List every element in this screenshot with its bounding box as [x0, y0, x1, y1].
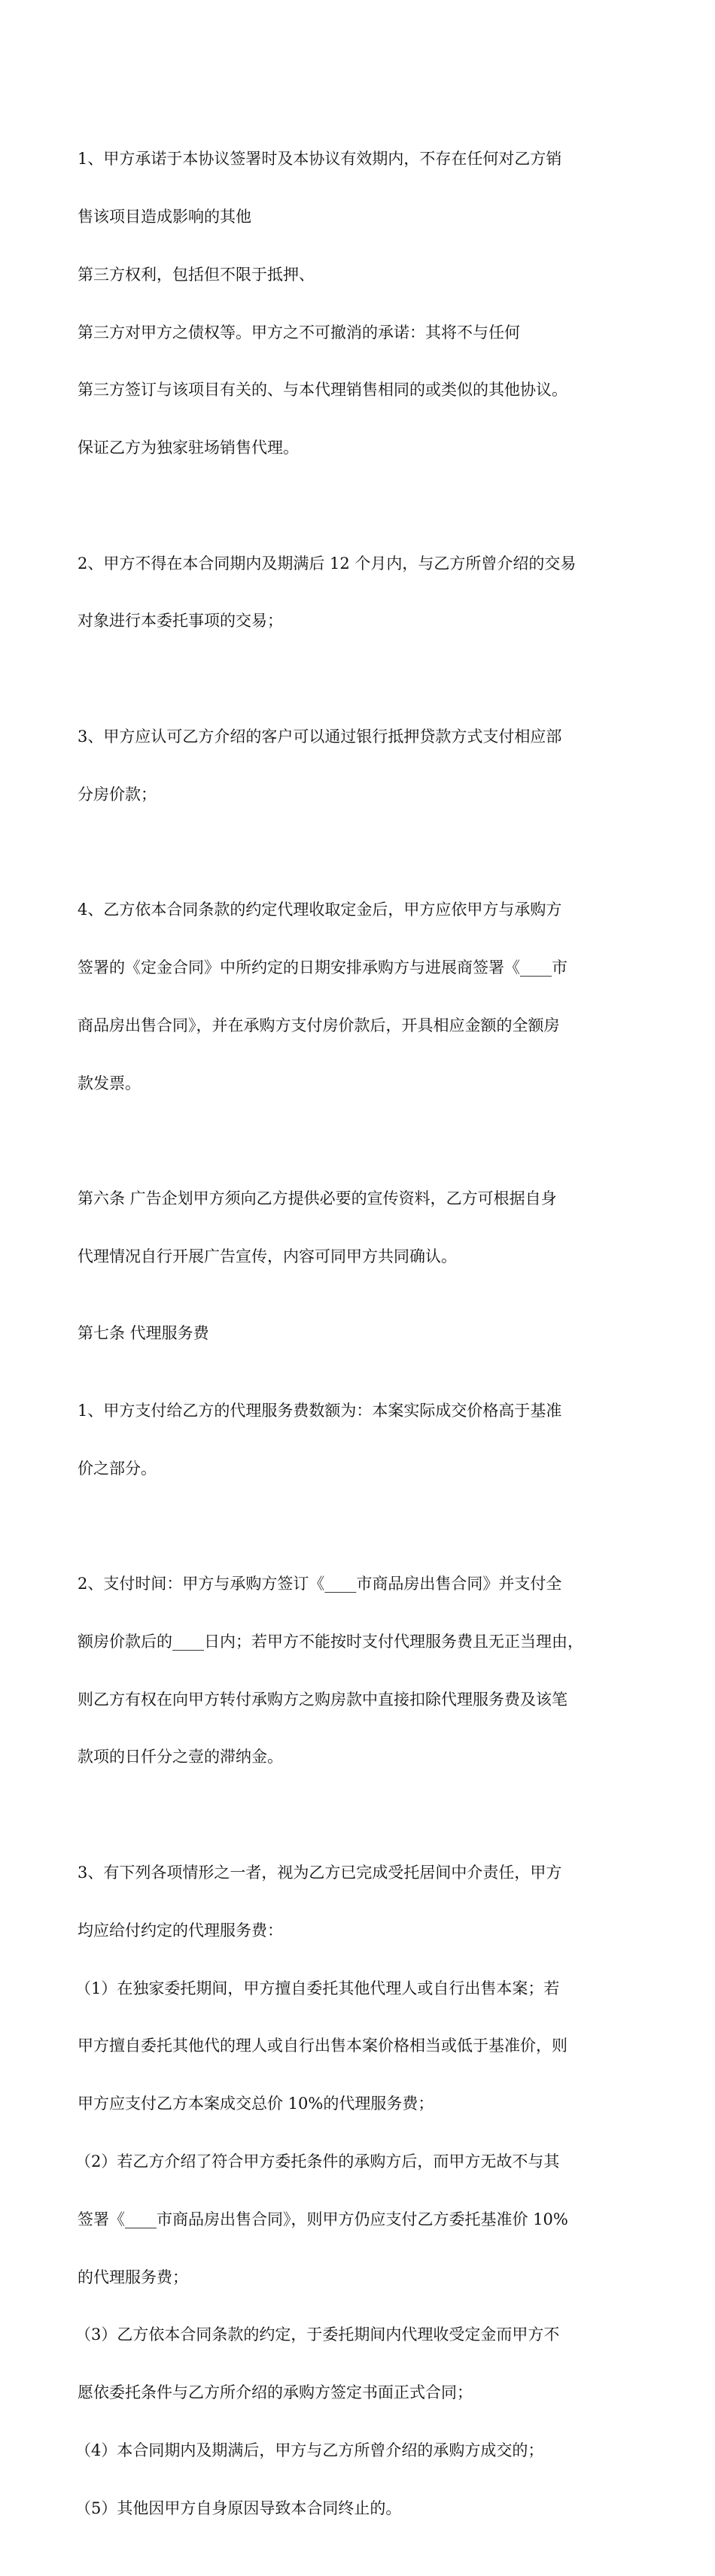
- text-line: 第三方对甲方之债权等。甲方之不可撤消的承诺：其将不与任何: [78, 323, 520, 342]
- text-line: 签署《____市商品房出售合同》，则甲方仍应支付乙方委托基准价 10%: [78, 2210, 568, 2228]
- text-line: 保证乙方为独家驻场销售代理。: [78, 439, 299, 457]
- clause-paragraph-1: [78, 111, 644, 497]
- text-line: 1、甲方承诺于本协议签署时及本协议有效期内，不存在任何对乙方销: [78, 150, 562, 169]
- text-line: 的代理服务费；: [78, 2268, 188, 2286]
- text-line: 愿依委托条件与乙方所介绍的承购方签定书面正式合同；: [78, 2383, 473, 2402]
- list-item: （3）乙方依本合同条款的约定，于委托期间内代理收受定金而甲方不: [75, 2325, 560, 2344]
- text-line: 商品房出售合同》，并在承购方支付房价款后，开具相应金额的全额房: [78, 1016, 560, 1034]
- text-line: 则乙方有权在向甲方转付承购方之购房款中直接扣除代理服务费及该笔: [78, 1690, 567, 1709]
- text-line: 第六条 广告企划甲方须向乙方提供必要的宣传资料，乙方可根据自身: [78, 1189, 557, 1208]
- article-7-clause-1: [78, 1363, 644, 1517]
- text-line: 3、有下列各项情形之一者，视为乙方已完成受托居间中介责任，甲方: [78, 1864, 562, 1882]
- clause-paragraph-3: [78, 689, 644, 843]
- text-line: 甲方应支付乙方本案成交总价 10%的代理服务费；: [78, 2095, 434, 2113]
- list-item: （2）若乙方介绍了符合甲方委托条件的承购方后，而甲方无故不与其: [75, 2152, 560, 2170]
- clause-paragraph-2: [78, 515, 644, 670]
- article-7-clause-3: [75, 1825, 644, 2557]
- text-line: 款项的日仟分之壹的滞纳金。: [78, 1748, 283, 1766]
- text-line: 均应给付约定的代理服务费：: [78, 1921, 283, 1940]
- text-line: 分房价款；: [78, 785, 157, 803]
- document-body: [75, 111, 644, 2576]
- text-line: 签署的《定金合同》中所约定的日期安排承购方与进展商签署《____市: [78, 958, 567, 977]
- text-line: 4、乙方依本合同条款的约定代理收取定金后，甲方应依甲方与承购方: [78, 901, 562, 919]
- list-item: （1）在独家委托期间，甲方擅自委托其他代理人或自行出售本案；若: [75, 1979, 560, 1997]
- list-item: （4）本合同期内及期满后，甲方与乙方所曾介绍的承购方成交的；: [75, 2441, 544, 2459]
- text-line: 第三方签订与该项目有关的、与本代理销售相同的或类似的其他协议。: [78, 381, 567, 399]
- text-line: 3、甲方应认可乙方介绍的客户可以通过银行抵押贷款方式支付相应部: [78, 728, 562, 746]
- list-item: （5）其他因甲方自身原因导致本合同终止的。: [75, 2499, 402, 2517]
- text-line: 款发票。: [78, 1074, 141, 1092]
- text-line: 2、支付时间：甲方与承购方签订《____市商品房出售合同》并支付全: [78, 1575, 562, 1593]
- text-line: 1、甲方支付给乙方的代理服务费数额为：本案实际成交价格高于基准: [78, 1401, 562, 1420]
- article-7-clause-2: [78, 1536, 644, 1806]
- text-line: 额房价款后的____日内；若甲方不能按时支付代理服务费且无正当理由，: [78, 1632, 583, 1651]
- text-line: 售该项目造成影响的其他: [78, 207, 251, 226]
- article-7-heading: 第七条 代理服务费: [78, 1324, 209, 1343]
- text-line: 价之部分。: [78, 1459, 157, 1478]
- text-line: 对象进行本委托事项的交易；: [78, 612, 283, 630]
- text-line: 第三方权利，包括但不限于抵押、: [78, 265, 315, 284]
- article-6-paragraph: [78, 1151, 644, 1305]
- text-line: 代理情况自行开展广告宣传，内容可同甲方共同确认。: [78, 1247, 457, 1266]
- text-line: 2、甲方不得在本合同期内及期满后 12 个月内，与乙方所曾介绍的交易: [78, 554, 577, 573]
- text-line: 甲方擅自委托其他代的理人或自行出售本案价格相当或低于基准价，则: [78, 2037, 567, 2055]
- clause-paragraph-4: [78, 862, 644, 1132]
